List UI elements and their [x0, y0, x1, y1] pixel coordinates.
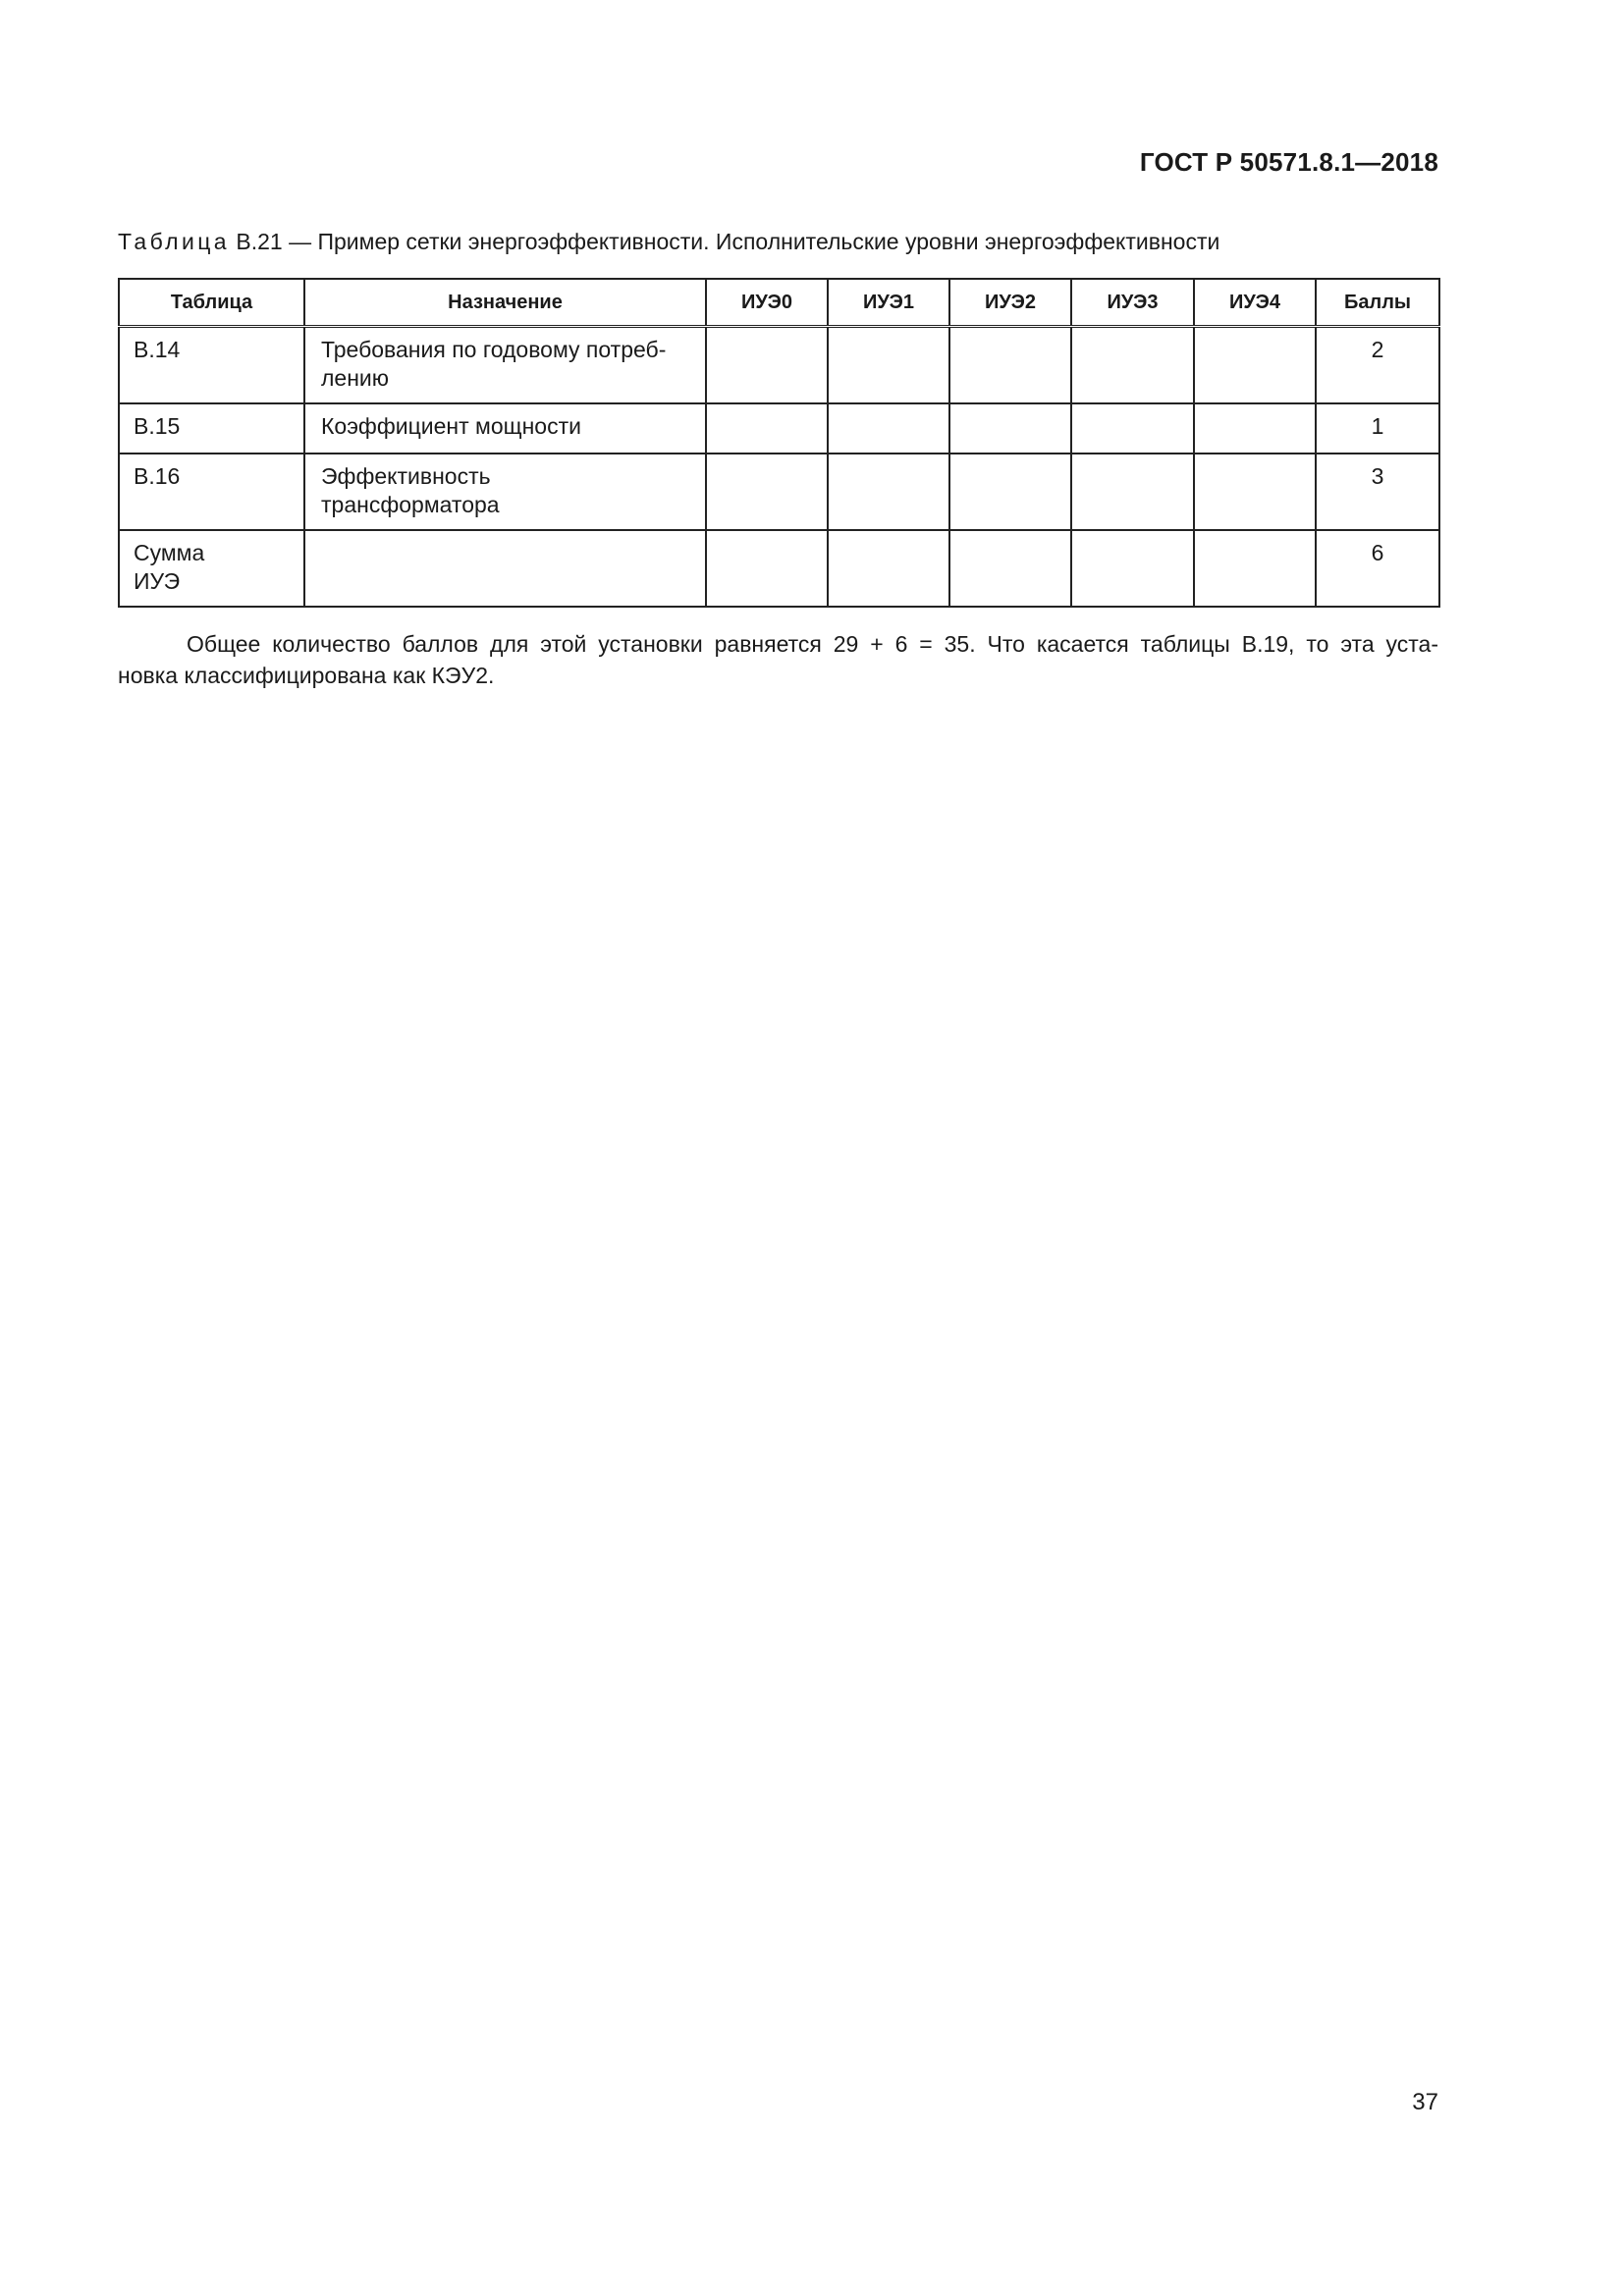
cell-iue1	[828, 530, 949, 607]
table-row	[119, 327, 1439, 404]
cell-points: 6	[1316, 530, 1439, 607]
cell-iue1	[828, 327, 949, 404]
paragraph-line-1: Общее количество баллов для этой установки равняется 29 + 6 = 35. Что касается таблицы В.19, то эта уста-	[187, 631, 1438, 657]
table-caption-text: В.21 — Пример сетки энергоэффективности. Исполнительские уровни энергоэффективности	[236, 229, 1220, 254]
cell-iue0	[706, 327, 828, 404]
column-header-iue1: ИУЭ1	[828, 279, 949, 327]
cell-points: 2	[1316, 327, 1439, 404]
table-header-row	[119, 279, 1439, 327]
cell-iue3	[1071, 327, 1194, 404]
cell-iue4	[1194, 327, 1316, 404]
cell-table-ref: В.15	[119, 403, 304, 454]
cell-iue3	[1071, 454, 1194, 530]
column-header-purpose: Назначение	[304, 279, 706, 327]
cell-table-ref: В.16	[119, 454, 304, 530]
column-header-table: Таблица	[119, 279, 304, 327]
cell-iue1	[828, 403, 949, 454]
cell-table-ref: Сумма ИУЭ	[119, 530, 304, 607]
energy-efficiency-table	[118, 278, 1440, 608]
cell-iue0	[706, 454, 828, 530]
paragraph-line-2: новка классифицирована как КЭУ2.	[118, 663, 495, 688]
cell-iue4	[1194, 454, 1316, 530]
cell-iue2	[949, 530, 1071, 607]
cell-iue0	[706, 530, 828, 607]
cell-points: 3	[1316, 454, 1439, 530]
cell-iue4	[1194, 530, 1316, 607]
page-number: 37	[1412, 2089, 1438, 2115]
table-caption	[118, 229, 1219, 255]
cell-table-ref: В.14	[119, 327, 304, 404]
cell-iue2	[949, 454, 1071, 530]
column-header-iue0: ИУЭ0	[706, 279, 828, 327]
cell-purpose: Требования по годовому потреб- лению	[304, 327, 706, 404]
cell-purpose	[304, 530, 706, 607]
column-header-iue4: ИУЭ4	[1194, 279, 1316, 327]
cell-iue2	[949, 403, 1071, 454]
cell-iue3	[1071, 530, 1194, 607]
table-row	[119, 454, 1439, 530]
cell-purpose: Эффективность трансформатора	[304, 454, 706, 530]
cell-points: 1	[1316, 403, 1439, 454]
cell-iue3	[1071, 403, 1194, 454]
column-header-points: Баллы	[1316, 279, 1439, 327]
table-row	[119, 530, 1439, 607]
cell-iue1	[828, 454, 949, 530]
cell-purpose: Коэффициент мощности	[304, 403, 706, 454]
cell-iue4	[1194, 403, 1316, 454]
table-row	[119, 403, 1439, 454]
cell-iue0	[706, 403, 828, 454]
table-caption-word: Таблица	[118, 229, 230, 254]
standard-code: ГОСТ Р 50571.8.1—2018	[1139, 147, 1438, 177]
column-header-iue2: ИУЭ2	[949, 279, 1071, 327]
column-header-iue3: ИУЭ3	[1071, 279, 1194, 327]
body-paragraph	[118, 628, 1438, 691]
cell-iue2	[949, 327, 1071, 404]
